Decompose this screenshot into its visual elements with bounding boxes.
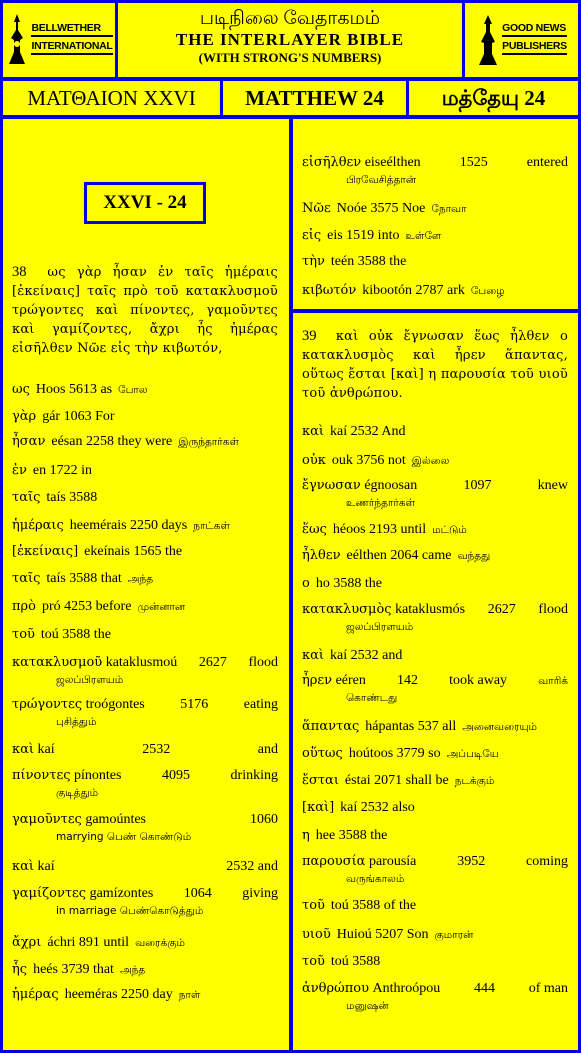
left-entry-2-line — [12, 433, 278, 451]
strongs-number: 1097 — [463, 478, 492, 493]
left-entry-11 — [12, 696, 278, 730]
greek-word: τοῦ — [302, 898, 325, 913]
entry-word-group — [12, 885, 153, 903]
entry-detail: heemérais 2250 days — [69, 518, 188, 533]
left-entry-7-line — [12, 570, 278, 588]
greek-word: ταῖς — [12, 490, 41, 505]
chapter-verse-box: XXVI - 24 — [84, 182, 206, 224]
left-entry-16 — [12, 885, 278, 919]
left-entry-6-line — [12, 543, 278, 561]
logo-left-line1: BELLWETHER — [31, 22, 112, 37]
right-entry-6-line — [302, 601, 568, 619]
left-entry-5 — [12, 517, 278, 535]
entry-word-group — [12, 858, 55, 876]
transliteration: parousía — [368, 854, 417, 869]
right-entry-2 — [302, 477, 568, 511]
greek-word: ἀνθρώπου — [302, 981, 370, 996]
transliteration: gamoúntes — [85, 812, 146, 827]
strongs-number: 5176 — [180, 697, 209, 712]
left-entry-17-line — [12, 934, 278, 952]
greek-word: ἄχρι — [12, 935, 42, 950]
greek-word: ἧς — [12, 962, 28, 977]
left-entry-4 — [12, 489, 278, 507]
tamil-gloss: வரைக்கும் — [135, 937, 185, 949]
greek-word: γαμοῦντες — [12, 812, 82, 827]
transliteration: troógontes — [85, 697, 145, 712]
transliteration: gamízontes — [89, 886, 154, 901]
greek-word: ἦσαν — [12, 434, 46, 449]
entry-detail: taís 3588 — [46, 490, 98, 505]
greek-word: Νῶε — [302, 201, 331, 216]
right-entry-5 — [302, 575, 568, 593]
bellwether-ram-icon — [5, 12, 29, 68]
entry-detail: ho 3588 the — [315, 576, 382, 591]
bellwether-logo — [0, 0, 118, 80]
right-top-entry-1 — [302, 200, 568, 218]
right-top-entry-0 — [302, 154, 568, 188]
entry-detail: kibootón 2787 ark — [362, 283, 465, 298]
tamil-gloss: நாள் — [178, 989, 201, 1001]
entry-word-group — [12, 654, 177, 672]
strongs-number: 1060 — [250, 812, 278, 827]
greek-word: ο — [302, 576, 310, 591]
strongs-number: 142 — [397, 673, 418, 688]
english-gloss: giving — [242, 886, 278, 901]
english-gloss: and — [257, 742, 278, 757]
left-entry-19-line — [12, 986, 278, 1004]
verse-39-greek: καὶ οὐκ ἔγνωσαν ἕως ἦλθεν ο κατακλυσμὸς καὶ ἦρεν ἅπαντας, οὕτως ἔσται [καὶ] η παρουσία τοῦ υιοῦ τοῦ ἀνθρώπου. — [302, 329, 569, 401]
verse-38-number: 38 — [12, 264, 27, 280]
left-entry-5-line — [12, 517, 278, 535]
transliteration: eiseélthen — [364, 155, 421, 170]
left-entry-3-line — [12, 462, 278, 480]
entry-detail: eésan 2258 they were — [51, 434, 173, 449]
english-gloss: entered — [526, 155, 568, 170]
entry-detail: Noóe 3575 Noe — [336, 201, 426, 216]
entry-detail: toú 3588 of the — [330, 898, 417, 913]
logo-right-line1: GOOD NEWS — [502, 22, 567, 37]
greek-word: ως — [12, 382, 30, 397]
entry-word-group — [302, 853, 416, 871]
entry-detail: Huioú 5207 Son — [336, 927, 429, 942]
tamil-gloss: வாரிக் — [538, 675, 568, 687]
right-top-entry-2-line — [302, 227, 568, 245]
english-gloss: eating — [243, 697, 278, 712]
entry-detail: heés 3739 that — [33, 962, 114, 977]
tamil-gloss-below: marrying பெண் கொண்டும் — [56, 831, 192, 843]
entry-detail: eélthen 2064 came — [346, 548, 452, 563]
tamil-gloss-below: குடித்தும் — [56, 787, 99, 799]
strongs-number: 4095 — [161, 768, 190, 783]
left-entry-0-line — [12, 381, 278, 399]
entry-detail: pró 4253 before — [42, 599, 132, 614]
strongs-number: 1064 — [183, 886, 212, 901]
greek-chapter-ref: ΜΑΤΘΑΙΟΝ XXVI — [0, 78, 223, 118]
greek-word: πίνοντες — [12, 768, 71, 783]
greek-word: κιβωτόν — [302, 283, 357, 298]
right-entry-14 — [302, 853, 568, 887]
greek-word: κατακλυσμὸς — [302, 602, 392, 617]
greek-word: υιοῦ — [302, 927, 331, 942]
greek-word: ἡμέραις — [12, 518, 64, 533]
strongs-number: 2532 and — [226, 859, 278, 874]
entry-word-group — [302, 154, 421, 172]
right-top-entry-1-line — [302, 200, 568, 218]
greek-word: γὰρ — [12, 409, 37, 424]
right-entry-4-line — [302, 547, 568, 565]
right-entry-15 — [302, 897, 568, 915]
greek-word: καὶ — [12, 859, 35, 874]
left-entry-13-line — [12, 767, 278, 785]
right-entry-16 — [302, 926, 568, 944]
right-entry-7-line — [302, 647, 568, 665]
tamil-gloss: குமாரன் — [434, 929, 474, 941]
english-chapter-ref: MATTHEW 24 — [220, 78, 409, 118]
tamil-gloss-below: ஜலப்பிரளயம் — [56, 674, 124, 686]
left-entry-16-line — [12, 885, 278, 903]
right-entry-4 — [302, 547, 568, 565]
right-entry-10 — [302, 745, 568, 763]
entry-detail: kaí 2532 And — [330, 424, 406, 439]
right-entry-17-line — [302, 953, 568, 971]
tamil-gloss: இல்லை — [411, 455, 450, 467]
right-entry-17 — [302, 953, 568, 971]
entry-detail: ekeínais 1565 the — [84, 544, 183, 559]
right-entry-9-line — [302, 718, 568, 736]
tamil-gloss-below: உணர்ந்தார்கள் — [346, 497, 416, 509]
greek-word: οὕτως — [302, 746, 343, 761]
entry-detail: toú 3588 the — [40, 627, 111, 642]
tamil-gloss: நாட்கள் — [193, 520, 230, 532]
entry-detail: ouk 3756 not — [331, 453, 406, 468]
right-entry-14-line — [302, 853, 568, 871]
english-gloss: took away — [449, 673, 508, 688]
left-entry-0 — [12, 381, 278, 399]
english-gloss: drinking — [230, 768, 278, 783]
right-entry-7 — [302, 647, 568, 665]
entry-detail: kaí 2532 also — [340, 800, 415, 815]
english-gloss: coming — [525, 854, 568, 869]
verse-38-text — [12, 263, 278, 358]
tamil-gloss: போல — [118, 384, 148, 396]
bible-subtitle: (WITH STRONG'S NUMBERS) — [198, 50, 382, 65]
greek-word: εἰσῆλθεν — [302, 155, 362, 170]
greek-word: πρὸ — [12, 599, 37, 614]
tamil-gloss: பேழை — [470, 285, 505, 297]
transliteration: Anthroópou — [372, 981, 441, 996]
verse-39-number: 39 — [302, 328, 317, 344]
verse-38-greek: ως γὰρ ἦσαν ἐν ταῖς ἡμέραις [ἐκείναις] ταῖς πρὸ τοῦ κατακλυσμοῦ τρώγοντες καὶ πίνοντες, γαμοῦντες καὶ γαμίζοντες, ἄχρι ἧς ἡμέρας εἰσῆλθεν Νῶε εἰς τὴν κιβωτόν, — [12, 265, 279, 356]
greek-word: ἔγνωσαν — [302, 478, 361, 493]
tamil-gloss-below: வருங்காலம் — [346, 873, 405, 885]
tamil-gloss: நோவா — [431, 203, 467, 215]
right-entry-18-line — [302, 980, 568, 998]
entry-word-group — [12, 811, 146, 829]
entry-word-group — [12, 767, 121, 785]
strongs-number: 3952 — [457, 854, 486, 869]
strongs-number: 444 — [473, 981, 495, 996]
greek-word: εἰς — [302, 228, 322, 243]
left-entry-9-line — [12, 626, 278, 644]
right-entry-15-line — [302, 897, 568, 915]
tamil-gloss: நடக்கும் — [454, 775, 495, 787]
left-entry-6 — [12, 543, 278, 561]
greek-word: ταῖς — [12, 571, 41, 586]
left-entry-8-line — [12, 598, 278, 616]
strongs-number: 1525 — [459, 155, 488, 170]
entry-detail: heeméras 2250 day — [64, 987, 173, 1002]
right-entry-1 — [302, 452, 568, 470]
right-entry-13-line — [302, 827, 568, 845]
entry-word-group — [302, 980, 440, 998]
left-entry-14 — [12, 811, 278, 845]
left-entry-10 — [12, 654, 278, 688]
tamil-gloss-below: in marriage பெண்கொடுத்தும் — [56, 905, 204, 917]
tamil-gloss-below: பிரவேசித்தான் — [346, 174, 417, 186]
left-entry-2 — [12, 433, 278, 451]
greek-word: ἔσται — [302, 773, 339, 788]
entry-detail: héoos 2193 until — [332, 522, 427, 537]
tamil-gloss-below: ஜலப்பிரளயம் — [346, 621, 414, 633]
left-entry-1 — [12, 408, 278, 426]
right-top-entry-3-line — [302, 253, 568, 271]
greek-word: καὶ — [12, 742, 35, 757]
greek-word: ἕως — [302, 522, 327, 537]
greek-word: ἐν — [12, 463, 27, 478]
tamil-gloss-below: மனுஷன் — [346, 1000, 389, 1012]
greek-word: τρώγοντες — [12, 697, 83, 712]
greek-word: τοῦ — [12, 627, 35, 642]
right-entry-10-line — [302, 745, 568, 763]
greek-word: τοῦ — [302, 954, 325, 969]
entry-detail: Hoos 5613 as — [35, 382, 113, 397]
entry-detail: toú 3588 — [330, 954, 381, 969]
tamil-gloss: அனைவரையும் — [462, 721, 537, 733]
greek-word: ἡμέρας — [12, 987, 59, 1002]
english-gloss: flood — [248, 655, 278, 670]
english-gloss: flood — [538, 602, 568, 617]
tamil-gloss: உள்ளே — [405, 230, 442, 242]
entry-detail: teén 3588 the — [330, 254, 407, 269]
transliteration: kataklusmós — [395, 602, 466, 617]
entry-detail: áchri 891 until — [47, 935, 130, 950]
right-entry-12 — [302, 799, 568, 817]
transliteration: eéren — [335, 673, 366, 688]
logo-left-line2: INTERNATIONAL — [31, 40, 112, 55]
left-entry-12-line — [12, 741, 278, 759]
entry-word-group — [12, 741, 55, 759]
greek-word: [καὶ] — [302, 800, 335, 815]
right-entry-8 — [302, 672, 568, 706]
left-entry-1-line — [12, 408, 278, 426]
greek-word: οὐκ — [302, 453, 326, 468]
right-entry-12-line — [302, 799, 568, 817]
left-entry-18 — [12, 961, 278, 979]
tamil-gloss: அந்த — [119, 964, 146, 976]
left-entry-15-line — [12, 858, 278, 876]
tamil-gloss: மட்டும் — [432, 524, 467, 536]
tamil-gloss: முன்னான — [137, 601, 186, 613]
right-entry-3 — [302, 521, 568, 539]
verse-39-text — [302, 327, 568, 403]
entry-word-group — [302, 672, 366, 690]
right-top-entry-0-line — [302, 154, 568, 172]
tamil-gloss: அப்படியே — [446, 748, 499, 760]
greek-word: ἦλθεν — [302, 548, 341, 563]
tamil-gloss-below: புசித்தும் — [56, 716, 97, 728]
good-news-logo — [462, 0, 581, 80]
right-entry-18 — [302, 980, 568, 1014]
entry-word-group — [12, 696, 145, 714]
greek-word: ἦρεν — [302, 673, 333, 688]
right-entry-13 — [302, 827, 568, 845]
right-top-entry-4 — [302, 282, 568, 300]
left-entry-11-line — [12, 696, 278, 714]
greek-word: τὴν — [302, 254, 325, 269]
greek-word: η — [302, 828, 310, 843]
english-gloss: knew — [537, 478, 568, 493]
entry-detail: éstai 2071 shall be — [344, 773, 449, 788]
left-entry-7 — [12, 570, 278, 588]
left-entry-12 — [12, 741, 278, 759]
tamil-chapter-ref: மத்தேயு 24 — [406, 78, 581, 118]
left-entry-14-line — [12, 811, 278, 829]
tamil-gloss: இருந்தார்கள் — [178, 436, 239, 448]
tamil-gloss: வந்தது — [457, 550, 491, 562]
transliteration: kaí — [37, 859, 55, 874]
left-entry-17 — [12, 934, 278, 952]
left-entry-3 — [12, 462, 278, 480]
right-entry-3-line — [302, 521, 568, 539]
greek-word: [ἐκείναις] — [12, 544, 79, 559]
left-entry-18-line — [12, 961, 278, 979]
right-top-entry-4-line — [302, 282, 568, 300]
strongs-number: 2532 — [142, 742, 171, 757]
good-news-figure-icon — [476, 12, 500, 68]
right-entry-9 — [302, 718, 568, 736]
right-entry-0 — [302, 423, 568, 441]
logo-right-line2: PUBLISHERS — [502, 40, 567, 55]
transliteration: égnoosan — [364, 478, 418, 493]
english-gloss: of man — [528, 981, 568, 996]
entry-detail: eis 1519 into — [327, 228, 400, 243]
entry-detail: en 1722 in — [32, 463, 92, 478]
transliteration: kataklusmoú — [105, 655, 178, 670]
entry-detail: hoútoos 3779 so — [348, 746, 441, 761]
right-entry-16-line — [302, 926, 568, 944]
entry-detail: hee 3588 the — [315, 828, 388, 843]
entry-detail: taís 3588 that — [46, 571, 122, 586]
left-entry-19 — [12, 986, 278, 1004]
right-entry-8-line — [302, 672, 568, 690]
greek-word: καὶ — [302, 648, 325, 663]
transliteration: pínontes — [73, 768, 122, 783]
bible-title: THE INTERLAYER BIBLE — [175, 30, 405, 49]
right-entry-11-line — [302, 772, 568, 790]
greek-word: κατακλυσμοῦ — [12, 655, 103, 670]
right-entry-1-line — [302, 452, 568, 470]
entry-detail: gár 1063 For — [42, 409, 115, 424]
strongs-number: 2627 — [198, 655, 227, 670]
greek-word: γαμίζοντες — [12, 886, 87, 901]
left-entry-15 — [12, 858, 278, 876]
title-block — [115, 0, 465, 80]
right-entry-2-line — [302, 477, 568, 495]
right-entry-5-line — [302, 575, 568, 593]
left-entry-10-line — [12, 654, 278, 672]
greek-word: ἅπαντας — [302, 719, 360, 734]
right-entry-11 — [302, 772, 568, 790]
left-entry-13 — [12, 767, 278, 801]
entry-detail: hápantas 537 all — [365, 719, 457, 734]
tamil-gloss: அந்த — [127, 573, 154, 585]
tamil-gloss-below: கொண்டது — [346, 692, 398, 704]
tamil-title: படிநிலை வேதாகமம் — [199, 8, 381, 29]
right-top-entry-3 — [302, 253, 568, 271]
left-entry-4-line — [12, 489, 278, 507]
entry-detail: kaí 2532 and — [330, 648, 403, 663]
left-entry-9 — [12, 626, 278, 644]
right-top-entry-2 — [302, 227, 568, 245]
strongs-number: 2627 — [487, 602, 516, 617]
right-entry-0-line — [302, 423, 568, 441]
right-entry-6 — [302, 601, 568, 635]
entry-word-group — [302, 601, 465, 619]
transliteration: kaí — [37, 742, 55, 757]
greek-word: παρουσία — [302, 854, 366, 869]
entry-word-group — [302, 477, 417, 495]
greek-word: καὶ — [302, 424, 325, 439]
left-entry-8 — [12, 598, 278, 616]
